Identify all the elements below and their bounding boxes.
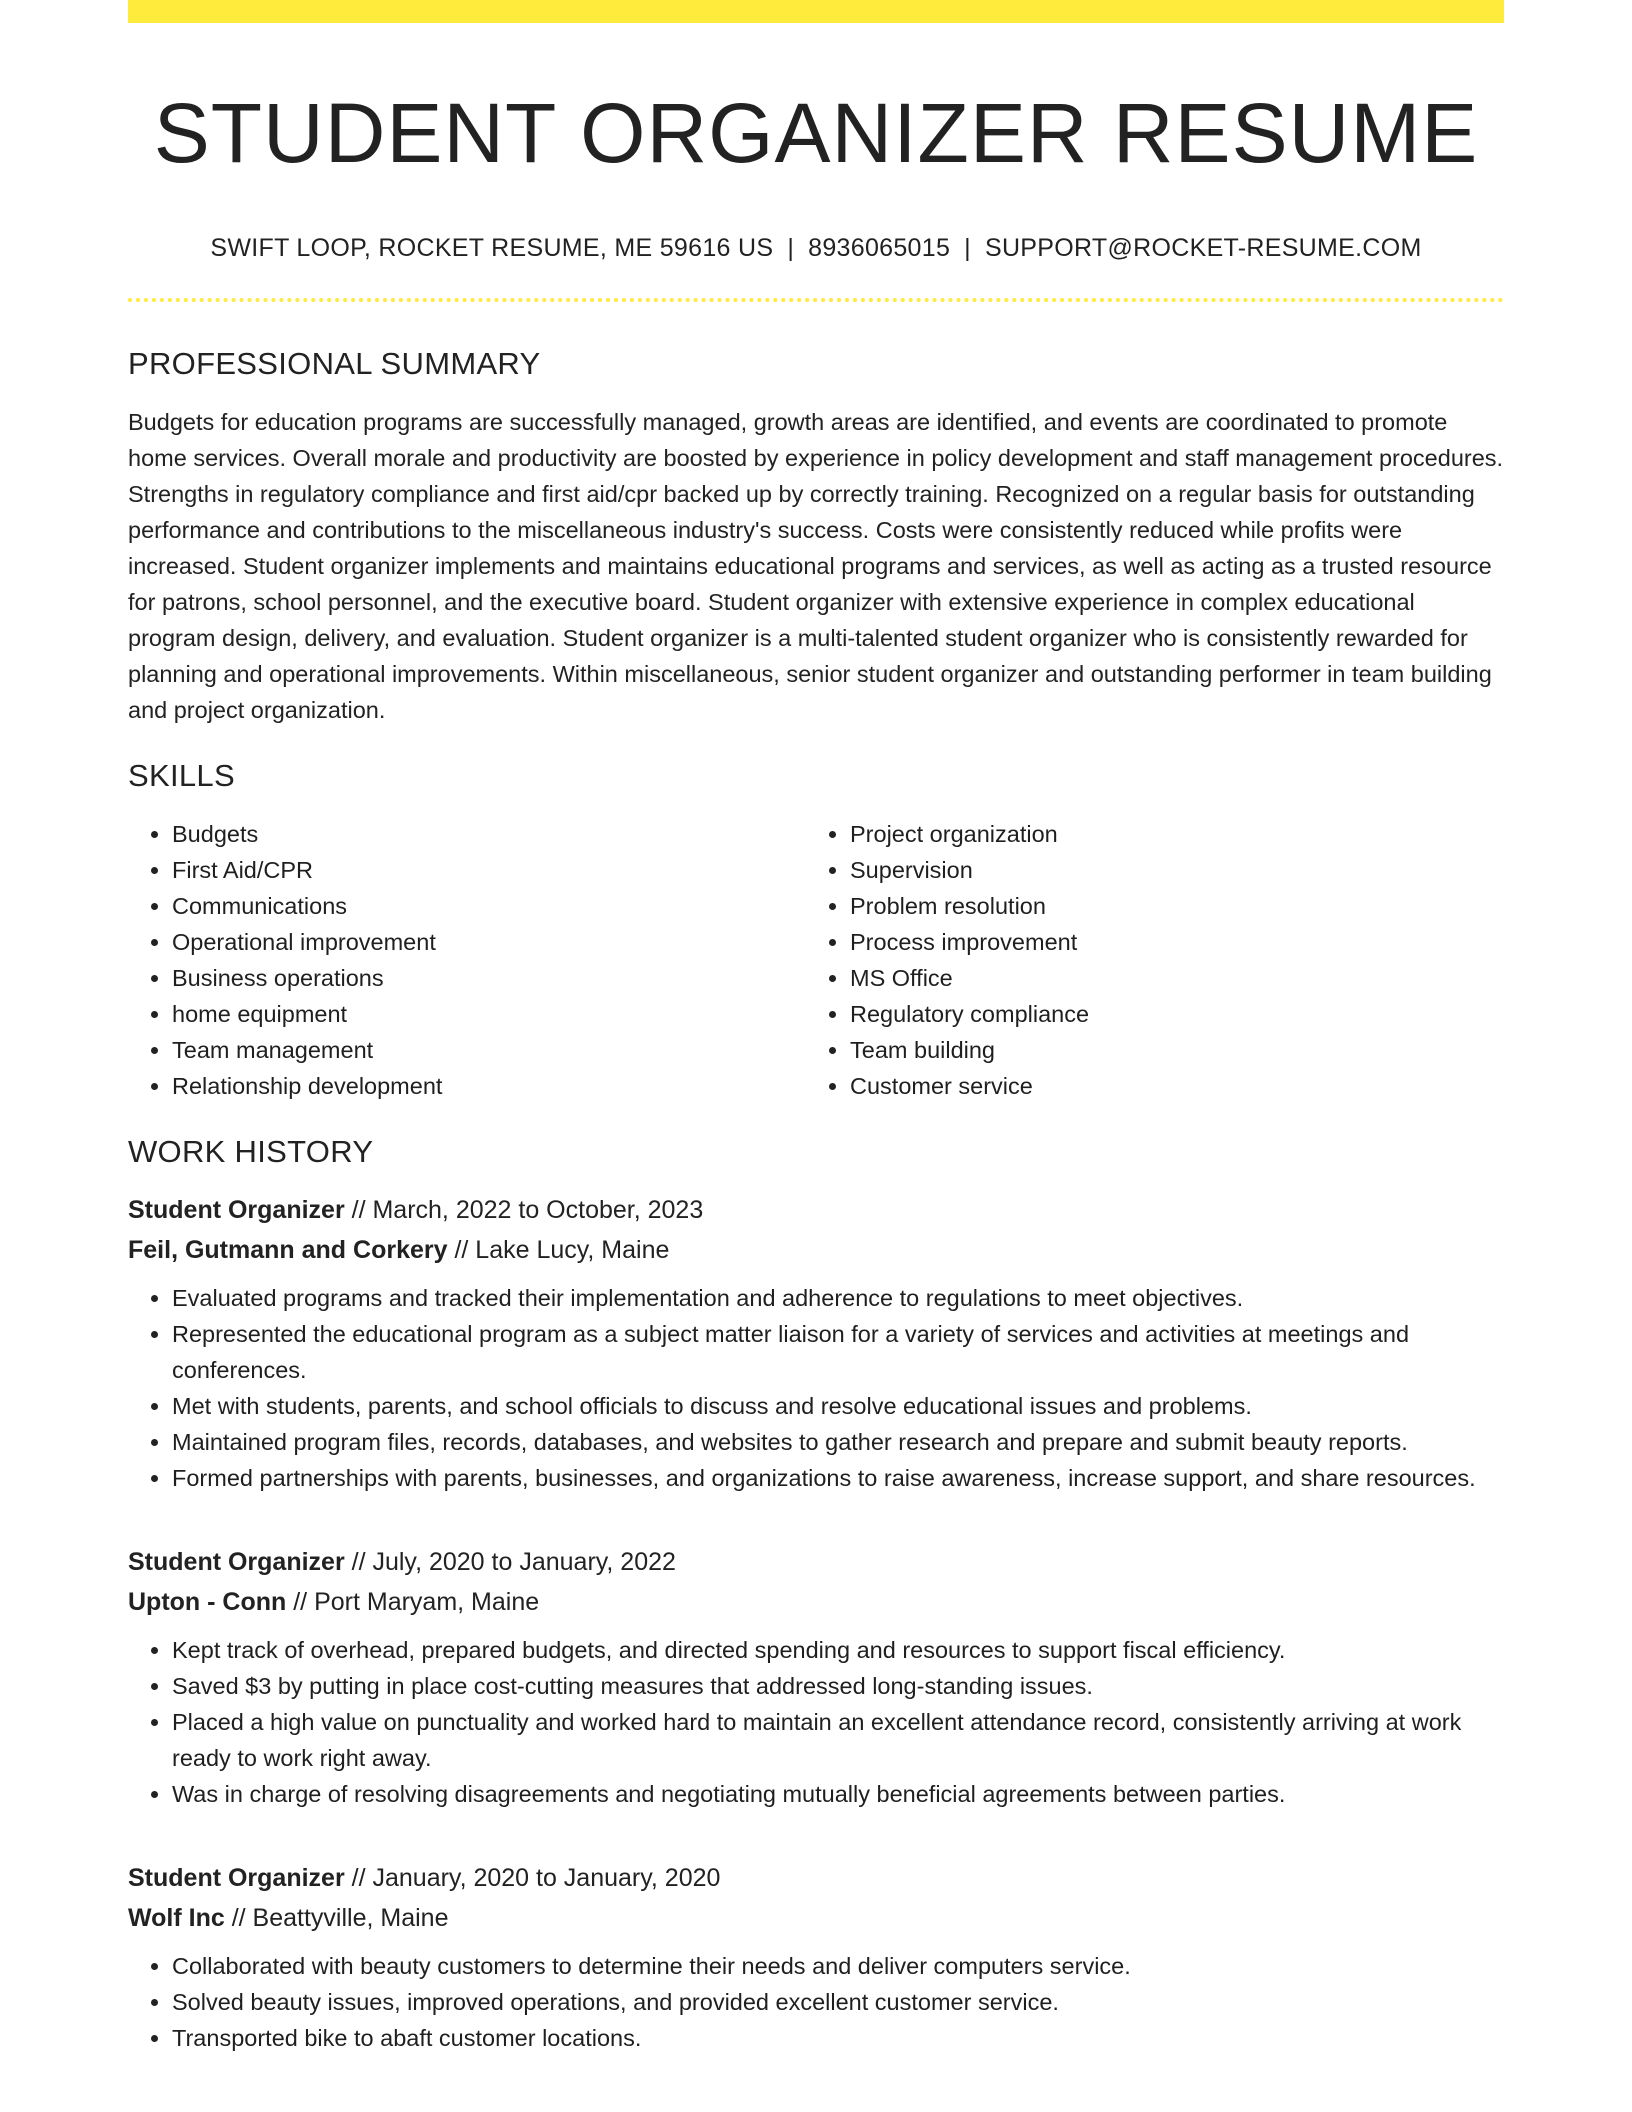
skill-item: • Relationship development: [172, 1068, 806, 1104]
job-company-line: [128, 1230, 1504, 1270]
job-dates: // March, 2022 to October, 2023: [351, 1196, 704, 1225]
job-role: Student Organizer: [128, 1548, 345, 1577]
job-role: Student Organizer: [128, 1196, 345, 1225]
skills-list-right: [806, 816, 1484, 1104]
job-company-line: [128, 1898, 1504, 1938]
job-entry: [128, 1190, 1504, 1496]
summary-paragraph: Budgets for education programs are successfully managed, growth areas are identified, and events are coordinated to promote home services. Overall morale and productivity are boosted by experience in policy development and staff management procedures. Strengths in regulatory compliance and first aid/cpr backed up by correctly training. Recognized on a regular basis for outstanding performance and contributions to the miscellaneous industry's success. Costs were consistently reduced while profits were increased. Student organizer implements and maintains educational programs and services, as well as acting as a trusted resource for patrons, school personnel, and the executive board. Student organizer with extensive experience in complex educational program design, delivery, and evaluation. Student organizer is a multi-talented student organizer who is consistently rewarded for planning and operational improvements. Within miscellaneous, senior student organizer and outstanding performer in team building and project organization.: [128, 409, 1504, 724]
job-bullet: • Collaborated with beauty customers to determine their needs and deliver computers service.: [172, 1948, 1504, 1984]
skill-item: • Budgets: [172, 816, 806, 852]
job-bullets: [128, 1280, 1504, 1496]
job-location: // Lake Lucy, Maine: [454, 1236, 670, 1265]
skills-heading: SKILLS: [128, 758, 235, 794]
job-location: // Beattyville, Maine: [231, 1904, 449, 1933]
skill-item: • First Aid/CPR: [172, 852, 806, 888]
job-company: Feil, Gutmann and Corkery: [128, 1236, 448, 1265]
job-bullet: • Maintained program files, records, databases, and websites to gather research and prepare and submit beauty reports.: [172, 1424, 1504, 1460]
contact-separator: |: [964, 233, 971, 262]
job-bullet: • Kept track of overhead, prepared budgets, and directed spending and resources to support fiscal efficiency.: [172, 1632, 1504, 1668]
job-role-line: [128, 1542, 1504, 1582]
skill-item: • Team building: [850, 1032, 1484, 1068]
job-bullet: • Saved $3 by putting in place cost-cutting measures that addressed long-standing issues.: [172, 1668, 1504, 1704]
skill-item: • Operational improvement: [172, 924, 806, 960]
skill-item: • Problem resolution: [850, 888, 1484, 924]
job-location: // Port Maryam, Maine: [293, 1588, 540, 1617]
job-bullet: • Represented the educational program as a subject matter liaison for a variety of services and activities at meetings and conferences.: [172, 1316, 1504, 1388]
skill-item: • Process improvement: [850, 924, 1484, 960]
job-bullet: • Transported bike to abaft customer locations.: [172, 2020, 1504, 2056]
skills-list-left: [128, 816, 806, 1104]
job-company-line: [128, 1582, 1504, 1622]
job-role-line: [128, 1858, 1504, 1898]
job-bullet: • Evaluated programs and tracked their implementation and adherence to regulations to meet objectives.: [172, 1280, 1504, 1316]
summary-heading: PROFESSIONAL SUMMARY: [128, 346, 541, 382]
skill-item: • Business operations: [172, 960, 806, 996]
contact-email: SUPPORT@ROCKET-RESUME.COM: [984, 233, 1422, 262]
dotted-divider: [128, 298, 1504, 302]
skill-item: • Supervision: [850, 852, 1484, 888]
resume-page: [128, 0, 1504, 2112]
skill-item: • Customer service: [850, 1068, 1484, 1104]
skill-item: • Regulatory compliance: [850, 996, 1484, 1032]
job-role: Student Organizer: [128, 1864, 345, 1893]
job-bullet: • Formed partnerships with parents, businesses, and organizations to raise awareness, increase support, and share resources.: [172, 1460, 1504, 1496]
job-bullet: • Solved beauty issues, improved operations, and provided excellent customer service.: [172, 1984, 1504, 2020]
job-company: Upton - Conn: [128, 1588, 287, 1617]
skills-columns: [128, 816, 1504, 1104]
contact-separator: |: [787, 233, 795, 262]
work-history-heading: WORK HISTORY: [128, 1134, 374, 1170]
contact-line: [128, 232, 1504, 265]
job-dates: // January, 2020 to January, 2020: [351, 1864, 721, 1893]
skill-item: • Project organization: [850, 816, 1484, 852]
skill-item: • MS Office: [850, 960, 1484, 996]
top-accent-bar: [128, 0, 1504, 23]
job-dates: // July, 2020 to January, 2022: [351, 1548, 676, 1577]
skill-item: • Team management: [172, 1032, 806, 1068]
job-role-line: [128, 1190, 1504, 1230]
job-bullet: • Placed a high value on punctuality and worked hard to maintain an excellent attendance record, consistently arriving at work ready to work right away.: [172, 1704, 1504, 1776]
job-bullets: [128, 1948, 1504, 2056]
job-bullet: • Met with students, parents, and school officials to discuss and resolve educational issues and problems.: [172, 1388, 1504, 1424]
job-entry: [128, 1858, 1504, 2056]
skill-item: • home equipment: [172, 996, 806, 1032]
job-bullets: [128, 1632, 1504, 1812]
contact-phone: 8936065015: [808, 233, 951, 262]
job-bullet: • Was in charge of resolving disagreements and negotiating mutually beneficial agreements between parties.: [172, 1776, 1504, 1812]
skill-item: • Communications: [172, 888, 806, 924]
job-entry: [128, 1542, 1504, 1812]
contact-address: SWIFT LOOP, ROCKET RESUME, ME 59616 US: [210, 233, 774, 262]
resume-title: STUDENT ORGANIZER RESUME: [153, 86, 1479, 180]
job-company: Wolf Inc: [128, 1904, 225, 1933]
